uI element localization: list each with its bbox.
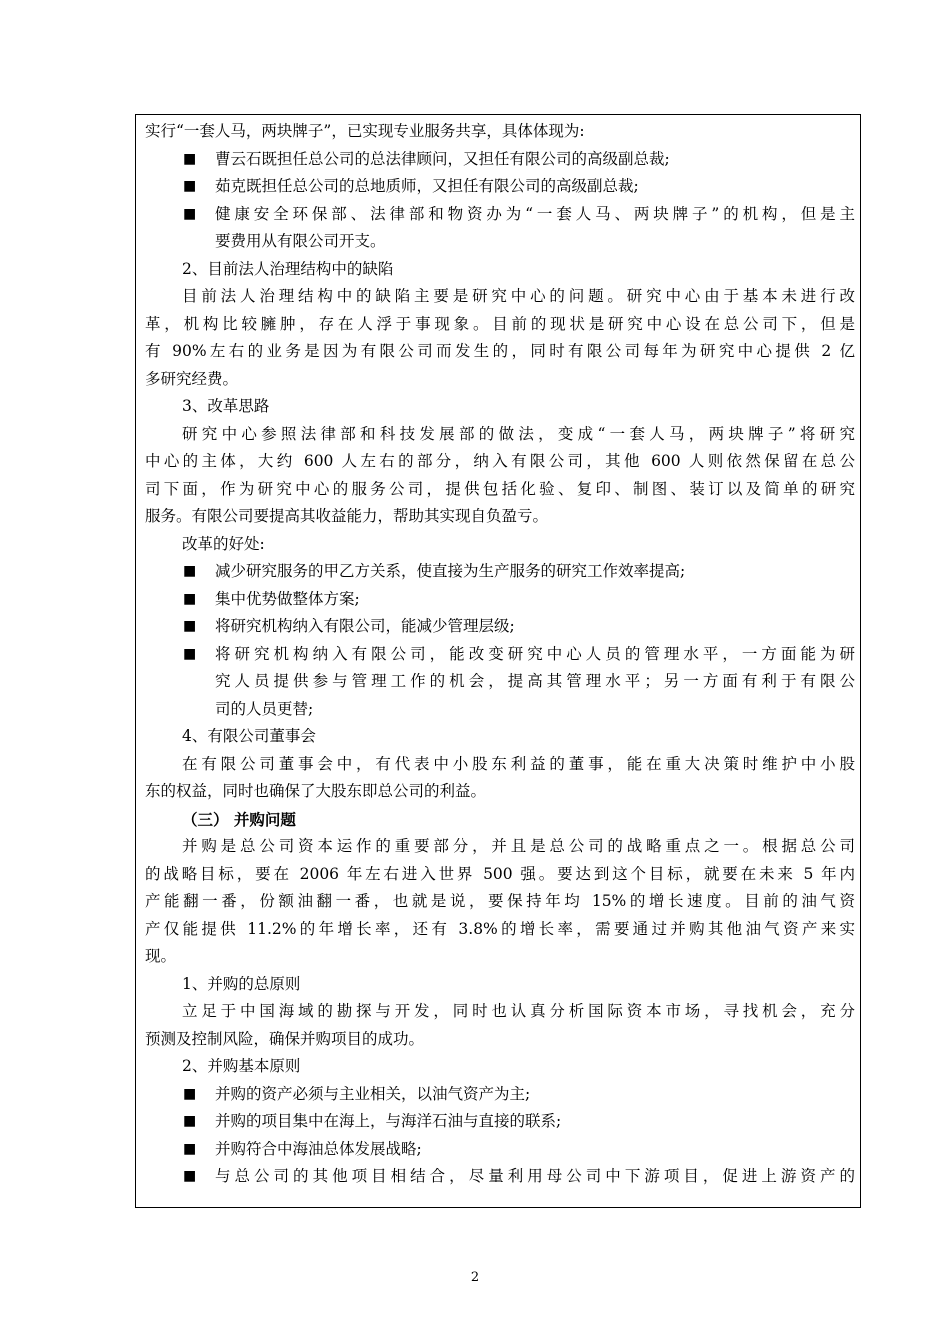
paragraph-line: 革，机构比较臃肿，存在人浮于事现象。目前的现状是研究中心设在总公司下，但是 <box>145 314 855 333</box>
bullet-continuation-line: 司的人员更替; <box>215 699 314 718</box>
bullet-continuation-line: 要费用从有限公司开支。 <box>215 232 386 250</box>
bullet-square-icon: ■ <box>183 1113 197 1129</box>
paragraph-line: 中心的主体，大约 600 人左右的部分，纳入有限公司，其他 600 人则依然保留在总公 <box>145 452 855 470</box>
bullet-text: 将研究机构纳入有限公司，能减少管理层级; <box>215 617 515 635</box>
bullet-item <box>145 613 855 641</box>
bullet-item <box>145 1108 855 1136</box>
paragraph-line-indented: 并购是总公司资本运作的重要部分，并且是总公司的战略重点之一。根据总公司 <box>182 837 855 855</box>
bullet-item <box>145 1081 855 1109</box>
page-number: 2 <box>470 1270 480 1285</box>
paragraph-line: 有 90%左右的业务是因为有限公司而发生的，同时有限公司每年为研究中心提供 2 亿 <box>145 342 855 360</box>
bullet-square-icon: ■ <box>183 645 197 662</box>
paragraph-line: 的战略目标，要在 2006 年左右进入世界 500 强。要达到这个目标，就要在未来 5 年内 <box>145 864 855 883</box>
paragraph-line: 产仅能提供 11.2%的年增长率，还有 3.8%的增长率，需要通过并购其他油气资产来实 <box>145 919 855 938</box>
paragraph-line-indented: 目前法人治理结构中的缺陷主要是研究中心的问题。研究中心由于基本未进行改 <box>182 287 855 305</box>
paragraph-line-indented: 研究中心参照法律部和科技发展部的做法，变成“一套人马，两块牌子”将研究 <box>182 424 855 443</box>
paragraph-line: 实行“一套人马，两块牌子”，已实现专业服务共享，具体体现为: <box>145 122 585 140</box>
paragraph-line: 东的权益，同时也确保了大股东即总公司的利益。 <box>145 782 487 800</box>
paragraph-line-indented: 改革的好处: <box>182 534 265 553</box>
bullet-text: 集中优势做整体方案; <box>215 589 360 608</box>
bullet-text: 并购的项目集中在海上，与海洋石油与直接的联系; <box>215 1112 562 1130</box>
bullet-text: 将研究机构纳入有限公司，能改变研究中心人员的管理水平，一方面能为研 <box>215 644 855 663</box>
bullet-square-icon: ■ <box>183 563 197 579</box>
bullet-text: 与总公司的其他项目相结合，尽量利用母公司中下游项目，促进上游资产的 <box>215 1167 855 1185</box>
bullet-item <box>145 586 855 614</box>
bullet-square-icon: ■ <box>183 150 197 167</box>
bullet-square-icon: ■ <box>183 178 197 194</box>
paragraph-line-indented: 2、并购基本原则 <box>182 1057 301 1075</box>
bullet-item <box>145 146 855 174</box>
paragraph-line-indented: 1、并购的总原则 <box>182 974 301 993</box>
bullet-text: 并购符合中海油总体发展战略; <box>215 1139 422 1158</box>
bullet-item <box>145 558 855 586</box>
paragraph-line-indented: 在有限公司董事会中，有代表中小股东利益的董事，能在重大决策时维护中小股 <box>182 754 855 773</box>
bullet-text: 并购的资产必须与主业相关，以油气资产为主; <box>215 1084 531 1103</box>
bullet-continuation-line: 究人员提供参与管理工作的机会，提高其管理水平；另一方面有利于有限公 <box>215 672 855 690</box>
bullet-square-icon: ■ <box>183 590 197 607</box>
bullet-square-icon: ■ <box>183 205 197 222</box>
paragraph-line: 现。 <box>145 947 177 965</box>
paragraph-line: 预测及控制风险，确保并购项目的成功。 <box>145 1029 425 1048</box>
bullet-square-icon: ■ <box>183 1140 197 1157</box>
bullet-text: 健康安全环保部、法律部和物资办为“一套人马、两块牌子”的机构，但是主 <box>215 204 855 223</box>
paragraph-line-indented: 4、有限公司董事会 <box>182 727 316 745</box>
paragraph-line-indented: 立足于中国海域的勘探与开发，同时也认真分析国际资本市场，寻找机会，充分 <box>182 1002 855 1020</box>
document-body <box>145 118 855 1191</box>
section-heading: （三） 并购问题 <box>182 809 296 829</box>
bullet-square-icon: ■ <box>183 1085 197 1102</box>
paragraph-line-indented: 3、改革思路 <box>182 397 270 415</box>
bullet-text: 减少研究服务的甲乙方关系，使直接为生产服务的研究工作效率提高; <box>215 562 686 580</box>
bullet-item <box>145 641 855 669</box>
paragraph-line: 产能翻一番，份额油翻一番，也就是说，要保持年均 15%的增长速度。目前的油气资 <box>145 892 855 910</box>
bullet-square-icon: ■ <box>183 1168 197 1184</box>
bullet-item <box>145 173 855 201</box>
paragraph-line-indented: 2、目前法人治理结构中的缺陷 <box>182 259 394 278</box>
paragraph-line: 多研究经费。 <box>145 369 239 388</box>
bullet-item <box>145 1136 855 1164</box>
paragraph-line: 服务。有限公司要提高其收益能力，帮助其实现自负盈亏。 <box>145 507 549 525</box>
bullet-text: 曹云石既担任总公司的总法律顾问，又担任有限公司的高级副总裁; <box>215 149 670 168</box>
bullet-item <box>145 1163 855 1191</box>
bullet-square-icon: ■ <box>183 618 197 634</box>
bullet-item <box>145 201 855 229</box>
paragraph-line: 司下面，作为研究中心的服务公司，提供包括化验、复印、制图、装订以及简单的研究 <box>145 479 855 498</box>
bullet-text: 茹克既担任总公司的总地质师，又担任有限公司的高级副总裁; <box>215 177 639 195</box>
